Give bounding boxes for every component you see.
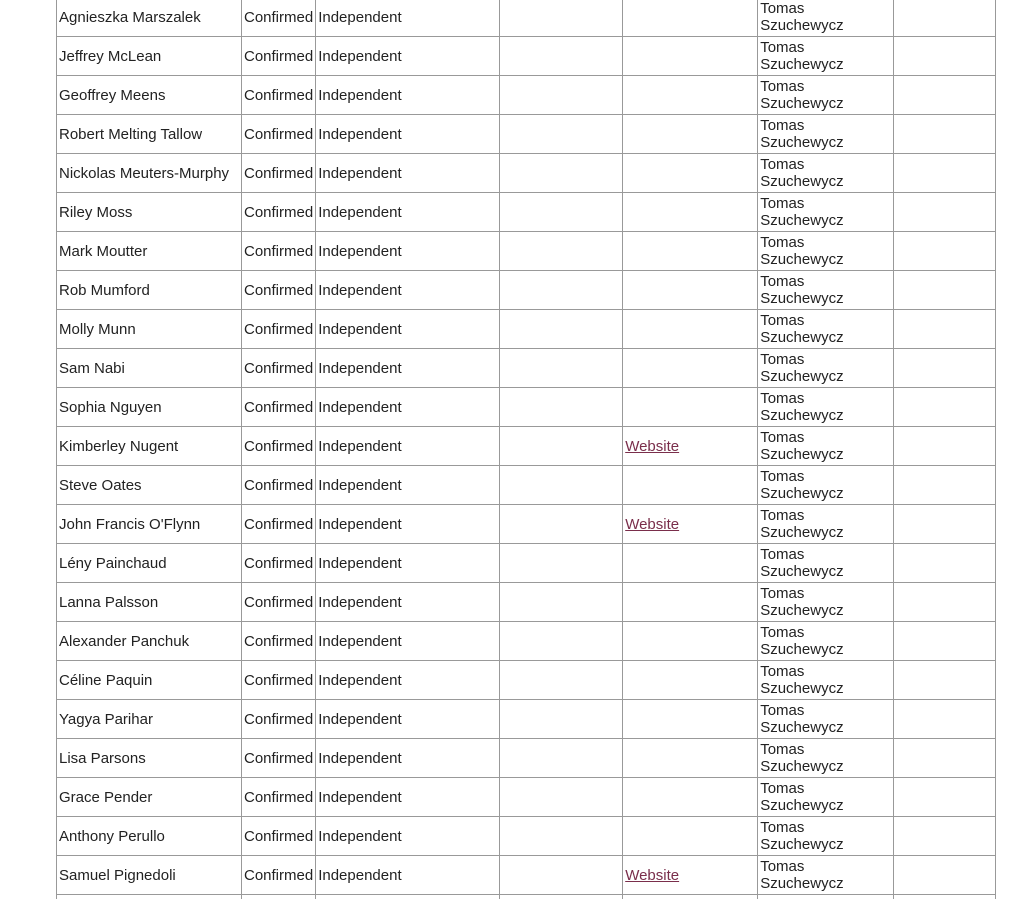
website-cell [623, 505, 758, 544]
agent-cell [758, 115, 894, 154]
agent-cell [758, 895, 894, 899]
status-cell: Confirmed [242, 505, 316, 544]
agent-cell [758, 388, 894, 427]
extra-cell [894, 778, 996, 817]
affiliation-cell [316, 895, 500, 899]
contact-cell [500, 661, 623, 700]
agent-cell [758, 505, 894, 544]
table-row [57, 232, 996, 271]
status-cell: Confirmed [242, 583, 316, 622]
contact-cell [500, 115, 623, 154]
status-cell: Confirmed [242, 232, 316, 271]
contact-cell [500, 154, 623, 193]
agent-last-name: Szuchewycz [760, 758, 844, 775]
website-cell [623, 778, 758, 817]
website-cell [623, 76, 758, 115]
table-row [57, 115, 996, 154]
agent-last-name: Szuchewycz [760, 95, 844, 112]
candidate-name-cell: Riley Moss [57, 193, 242, 232]
extra-cell [894, 544, 996, 583]
affiliation-cell: Independent [316, 739, 500, 778]
affiliation-cell: Independent [316, 154, 500, 193]
agent-first-name: Tomas [760, 429, 805, 446]
table-body [57, 0, 996, 899]
extra-cell [894, 700, 996, 739]
contact-cell [500, 895, 623, 899]
status-cell: Confirmed [242, 193, 316, 232]
agent-last-name: Szuchewycz [760, 875, 844, 892]
website-cell [623, 349, 758, 388]
extra-cell [894, 193, 996, 232]
status-cell: Confirmed [242, 427, 316, 466]
status-cell: Confirmed [242, 349, 316, 388]
table-row [57, 427, 996, 466]
candidate-name-cell: Mark Moutter [57, 232, 242, 271]
contact-cell [500, 349, 623, 388]
candidate-name-cell: Nickolas Meuters-Murphy [57, 154, 242, 193]
candidate-name-cell: Céline Paquin [57, 661, 242, 700]
status-cell: Confirmed [242, 154, 316, 193]
affiliation-cell: Independent [316, 76, 500, 115]
affiliation-cell: Independent [316, 661, 500, 700]
extra-cell [894, 817, 996, 856]
candidate-name-cell: Jeffrey McLean [57, 37, 242, 76]
agent-first-name: Tomas [760, 0, 805, 17]
contact-cell [500, 466, 623, 505]
candidate-name-cell: Lény Painchaud [57, 544, 242, 583]
status-cell: Confirmed [242, 544, 316, 583]
agent-first-name: Tomas [760, 546, 805, 563]
contact-cell [500, 232, 623, 271]
website-link[interactable]: Website [625, 515, 680, 533]
candidate-name-cell: Molly Munn [57, 310, 242, 349]
agent-cell [758, 0, 894, 37]
table-row [57, 661, 996, 700]
agent-last-name: Szuchewycz [760, 173, 844, 190]
affiliation-cell: Independent [316, 427, 500, 466]
table-row [57, 739, 996, 778]
status-cell: Confirmed [242, 271, 316, 310]
extra-cell [894, 466, 996, 505]
agent-first-name: Tomas [760, 390, 805, 407]
agent-cell [758, 310, 894, 349]
website-cell [623, 544, 758, 583]
status-cell: Confirmed [242, 700, 316, 739]
affiliation-cell: Independent [316, 817, 500, 856]
extra-cell [894, 154, 996, 193]
status-cell: Confirmed [242, 0, 316, 37]
table-row [57, 0, 996, 37]
website-cell [623, 193, 758, 232]
contact-cell [500, 37, 623, 76]
extra-cell [894, 388, 996, 427]
agent-first-name: Tomas [760, 780, 805, 797]
affiliation-cell: Independent [316, 700, 500, 739]
agent-last-name: Szuchewycz [760, 719, 844, 736]
agent-cell [758, 778, 894, 817]
table-row [57, 193, 996, 232]
contact-cell [500, 622, 623, 661]
agent-first-name: Tomas [760, 741, 805, 758]
website-link[interactable]: Website [625, 437, 680, 455]
website-cell [623, 817, 758, 856]
candidate-name-cell: Agnieszka Marszalek [57, 0, 242, 37]
extra-cell [894, 76, 996, 115]
candidate-name-cell: Steve Oates [57, 466, 242, 505]
website-cell [623, 739, 758, 778]
agent-first-name: Tomas [760, 624, 805, 641]
agent-first-name: Tomas [760, 507, 805, 524]
affiliation-cell: Independent [316, 778, 500, 817]
affiliation-cell: Independent [316, 505, 500, 544]
candidate-name-cell: Lisa Parsons [57, 739, 242, 778]
affiliation-cell: Independent [316, 388, 500, 427]
extra-cell [894, 739, 996, 778]
website-link[interactable]: Website [625, 866, 680, 884]
agent-cell [758, 154, 894, 193]
agent-last-name: Szuchewycz [760, 251, 844, 268]
status-cell: Confirmed [242, 739, 316, 778]
status-cell: Confirmed [242, 76, 316, 115]
extra-cell [894, 349, 996, 388]
agent-last-name: Szuchewycz [760, 485, 844, 502]
affiliation-cell: Independent [316, 0, 500, 37]
website-cell [623, 895, 758, 899]
contact-cell [500, 193, 623, 232]
extra-cell [894, 271, 996, 310]
agent-first-name: Tomas [760, 195, 805, 212]
extra-cell [894, 427, 996, 466]
candidate-name-cell: Anthony Perullo [57, 817, 242, 856]
table-row [57, 895, 996, 899]
table-row [57, 856, 996, 895]
status-cell: Confirmed [242, 466, 316, 505]
extra-cell [894, 115, 996, 154]
candidate-name-cell: Kimberley Nugent [57, 427, 242, 466]
agent-last-name: Szuchewycz [760, 407, 844, 424]
extra-cell [894, 583, 996, 622]
candidate-name-cell: Sam Nabi [57, 349, 242, 388]
agent-last-name: Szuchewycz [760, 17, 844, 34]
table-row [57, 544, 996, 583]
agent-cell [758, 37, 894, 76]
agent-first-name: Tomas [760, 585, 805, 602]
affiliation-cell: Independent [316, 37, 500, 76]
candidate-name-cell: Lanna Palsson [57, 583, 242, 622]
table-row [57, 505, 996, 544]
agent-first-name: Tomas [760, 819, 805, 836]
status-cell: Confirmed [242, 778, 316, 817]
extra-cell [894, 895, 996, 899]
agent-cell [758, 76, 894, 115]
affiliation-cell: Independent [316, 544, 500, 583]
agent-cell [758, 193, 894, 232]
contact-cell [500, 778, 623, 817]
website-cell [623, 466, 758, 505]
agent-cell [758, 817, 894, 856]
candidate-name-cell [57, 895, 242, 899]
agent-cell [758, 232, 894, 271]
extra-cell [894, 0, 996, 37]
extra-cell [894, 622, 996, 661]
status-cell: Confirmed [242, 388, 316, 427]
status-cell [242, 895, 316, 899]
contact-cell [500, 0, 623, 37]
website-cell [623, 622, 758, 661]
status-cell: Confirmed [242, 310, 316, 349]
agent-last-name: Szuchewycz [760, 836, 844, 853]
status-cell: Confirmed [242, 37, 316, 76]
table-row [57, 154, 996, 193]
agent-cell [758, 427, 894, 466]
agent-last-name: Szuchewycz [760, 602, 844, 619]
candidate-name-cell: Grace Pender [57, 778, 242, 817]
agent-cell [758, 661, 894, 700]
website-cell [623, 661, 758, 700]
candidate-name-cell: Samuel Pignedoli [57, 856, 242, 895]
contact-cell [500, 856, 623, 895]
agent-last-name: Szuchewycz [760, 56, 844, 73]
contact-cell [500, 817, 623, 856]
candidate-name-cell: John Francis O'Flynn [57, 505, 242, 544]
candidate-name-cell: Yagya Parihar [57, 700, 242, 739]
extra-cell [894, 310, 996, 349]
website-cell [623, 427, 758, 466]
website-cell [623, 310, 758, 349]
affiliation-cell: Independent [316, 271, 500, 310]
website-cell [623, 0, 758, 37]
table-row [57, 349, 996, 388]
agent-first-name: Tomas [760, 234, 805, 251]
agent-cell [758, 349, 894, 388]
contact-cell [500, 700, 623, 739]
extra-cell [894, 37, 996, 76]
agent-last-name: Szuchewycz [760, 797, 844, 814]
agent-first-name: Tomas [760, 312, 805, 329]
affiliation-cell: Independent [316, 466, 500, 505]
table-row [57, 37, 996, 76]
agent-cell [758, 622, 894, 661]
candidate-name-cell: Alexander Panchuk [57, 622, 242, 661]
agent-last-name: Szuchewycz [760, 329, 844, 346]
contact-cell [500, 739, 623, 778]
agent-last-name: Szuchewycz [760, 368, 844, 385]
agent-first-name: Tomas [760, 273, 805, 290]
table-row [57, 271, 996, 310]
website-cell [623, 856, 758, 895]
table-row [57, 310, 996, 349]
agent-first-name: Tomas [760, 663, 805, 680]
affiliation-cell: Independent [316, 310, 500, 349]
website-cell [623, 388, 758, 427]
agent-cell [758, 583, 894, 622]
contact-cell [500, 505, 623, 544]
status-cell: Confirmed [242, 115, 316, 154]
website-cell [623, 115, 758, 154]
website-cell [623, 700, 758, 739]
agent-first-name: Tomas [760, 39, 805, 56]
agent-last-name: Szuchewycz [760, 134, 844, 151]
extra-cell [894, 505, 996, 544]
agent-first-name: Tomas [760, 78, 805, 95]
agent-first-name: Tomas [760, 858, 805, 875]
agent-first-name: Tomas [760, 117, 805, 134]
agent-last-name: Szuchewycz [760, 563, 844, 580]
agent-cell [758, 466, 894, 505]
agent-cell [758, 544, 894, 583]
website-cell [623, 583, 758, 622]
agent-last-name: Szuchewycz [760, 524, 844, 541]
candidate-name-cell: Rob Mumford [57, 271, 242, 310]
agent-last-name: Szuchewycz [760, 212, 844, 229]
agent-first-name: Tomas [760, 468, 805, 485]
candidate-name-cell: Sophia Nguyen [57, 388, 242, 427]
agent-first-name: Tomas [760, 351, 805, 368]
extra-cell [894, 856, 996, 895]
agent-first-name: Tomas [760, 156, 805, 173]
candidates-table [56, 0, 996, 899]
table-row [57, 388, 996, 427]
table-row [57, 778, 996, 817]
affiliation-cell: Independent [316, 232, 500, 271]
table-row [57, 700, 996, 739]
affiliation-cell: Independent [316, 583, 500, 622]
contact-cell [500, 427, 623, 466]
agent-last-name: Szuchewycz [760, 446, 844, 463]
candidate-name-cell: Robert Melting Tallow [57, 115, 242, 154]
status-cell: Confirmed [242, 622, 316, 661]
extra-cell [894, 661, 996, 700]
agent-first-name: Tomas [760, 702, 805, 719]
contact-cell [500, 310, 623, 349]
contact-cell [500, 76, 623, 115]
agent-last-name: Szuchewycz [760, 641, 844, 658]
affiliation-cell: Independent [316, 115, 500, 154]
contact-cell [500, 583, 623, 622]
table-row [57, 622, 996, 661]
website-cell [623, 232, 758, 271]
agent-last-name: Szuchewycz [760, 680, 844, 697]
table-row [57, 76, 996, 115]
agent-last-name: Szuchewycz [760, 290, 844, 307]
contact-cell [500, 271, 623, 310]
status-cell: Confirmed [242, 661, 316, 700]
affiliation-cell: Independent [316, 622, 500, 661]
extra-cell [894, 232, 996, 271]
affiliation-cell: Independent [316, 856, 500, 895]
affiliation-cell: Independent [316, 193, 500, 232]
contact-cell [500, 544, 623, 583]
agent-cell [758, 700, 894, 739]
candidate-name-cell: Geoffrey Meens [57, 76, 242, 115]
contact-cell [500, 388, 623, 427]
agent-cell [758, 856, 894, 895]
website-cell [623, 37, 758, 76]
affiliation-cell: Independent [316, 349, 500, 388]
agent-cell [758, 271, 894, 310]
website-cell [623, 154, 758, 193]
table-row [57, 817, 996, 856]
website-cell [623, 271, 758, 310]
agent-cell [758, 739, 894, 778]
table-row [57, 583, 996, 622]
status-cell: Confirmed [242, 817, 316, 856]
status-cell: Confirmed [242, 856, 316, 895]
table-row [57, 466, 996, 505]
